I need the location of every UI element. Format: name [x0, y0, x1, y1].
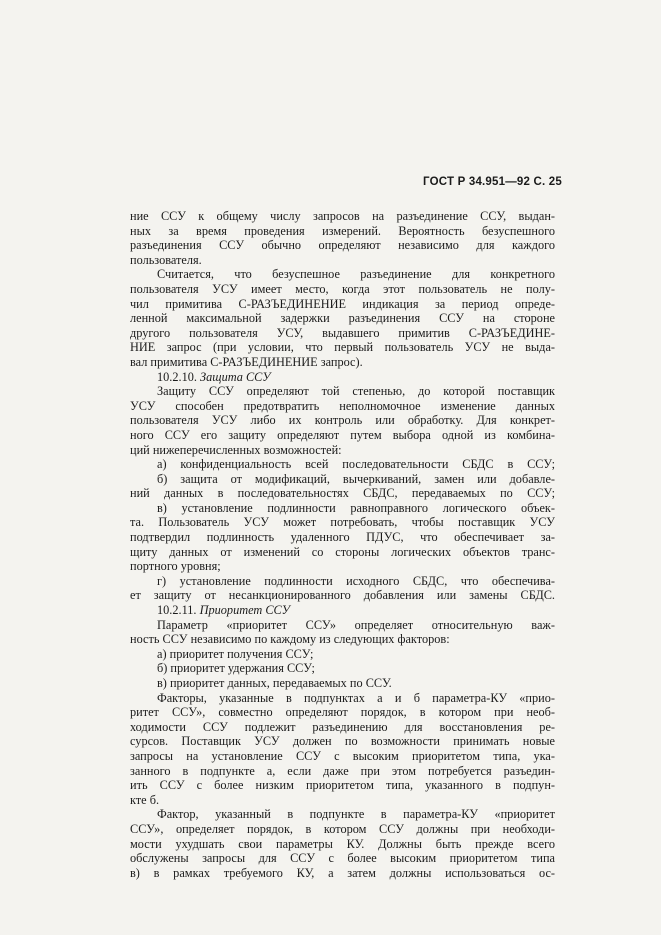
text-line: в) приоритет данных, передаваемых по ССУ.	[157, 676, 392, 690]
text-line: б) защита от модификаций, вычеркиваний, замен или добавле-	[157, 471, 555, 486]
text-line: Считается, что безуспешное разъединение для конкретного	[157, 267, 555, 282]
text-line: обслужены запросы для ССУ с более высоким приоритетом типа	[130, 851, 555, 866]
text-line: Факторы, указанные в подпунктах а и б параметра-КУ «прио-	[157, 690, 555, 705]
text-line: сурсов. Поставщик УСУ должен по возможности принимать новые	[130, 734, 555, 749]
text-line: Параметр «приоритет ССУ» определяет относительную важ-	[157, 617, 555, 632]
text-line: подтвердил подлинность удаленного ПДУС, что обеспечивает за-	[130, 530, 555, 545]
text-line: а) приоритет получения ССУ;	[157, 646, 314, 661]
text-line: чил примитива С-РАЗЪЕДИНЕНИЕ индикация за период опреде-	[130, 296, 555, 311]
text-line: разъединения ССУ обычно определяют независимо для каждого	[130, 238, 555, 253]
text-line: Фактор, указанный в подпункте в параметра-КУ «приоритет	[157, 807, 555, 822]
text-line: ходимости ССУ подлежит разъединению для восстановления ре-	[130, 719, 555, 734]
document-body	[130, 209, 555, 880]
text-line: ного ССУ его защиту определяют путем выбора одной из комбина-	[130, 427, 555, 442]
text-line: мости ухудшать свои параметры КУ. Должны быть прежде всего	[130, 836, 555, 851]
text-line: ССУ», определяет порядок, в котором ССУ должны при необходи-	[130, 821, 555, 836]
text-line: в) в рамках требуемого КУ, а затем должны использоваться ос-	[130, 865, 555, 880]
text-line: портного уровня;	[130, 559, 221, 574]
text-line: УСУ способен предотвратить неполномочное изменение данных	[130, 398, 555, 413]
text-line: Защиту ССУ определяют той степенью, до которой поставщик	[157, 384, 555, 399]
text-line: ных за время проведения измерений. Вероятность безуспешного	[130, 223, 555, 238]
text-line: ет защиту от несанкционированного добавления или замены СБДС.	[130, 588, 555, 603]
section-heading: 10.2.11. Приоритет ССУ	[157, 603, 290, 618]
text-line: пользователя.	[130, 252, 202, 267]
text-line: щиту данных от изменений со стороны логических объектов транс-	[130, 544, 555, 559]
text-line: НИЕ запрос (при условии, что первый пользователь УСУ не выда-	[130, 340, 555, 355]
text-line: занного в подпункте а, если даже при этом потребуется разъедин-	[130, 763, 555, 778]
text-line: ленной максимальной задержки разъединения ССУ на стороне	[130, 311, 555, 326]
text-line: пользователя УСУ имеет место, когда этот пользователь не полу-	[130, 281, 555, 296]
text-line: пользователя УСУ либо их контроль или обработку. Для конкрет-	[130, 413, 555, 428]
section-heading: 10.2.10. Защита ССУ	[157, 369, 271, 384]
page-header: ГОСТ Р 34.951—92 С. 25	[423, 176, 562, 188]
text-line: ритет ССУ», совместно определяют порядок, в котором при необ-	[130, 705, 555, 720]
text-line: ить ССУ с более низким приоритетом типа, указанного в подпун-	[130, 778, 555, 793]
text-line: а) конфиденциальность всей последовательности СБДС в ССУ;	[157, 457, 555, 472]
text-line: ние ССУ к общему числу запросов на разъединение ССУ, выдан-	[130, 209, 555, 223]
text-line: ций нижеперечисленных возможностей:	[130, 442, 342, 457]
text-line: кте б.	[130, 792, 160, 807]
text-line: другого пользователя УСУ, выдавшего примитив С-РАЗЪЕДИНЕ-	[130, 325, 555, 340]
text-line: вал примитива С-РАЗЪЕДИНЕНИЕ запрос).	[130, 354, 363, 369]
text-line: запросы на установление ССУ с высоким приоритетом типа, ука-	[130, 748, 555, 763]
text-line: ний данных в последовательностях СБДС, передаваемых по ССУ;	[130, 486, 555, 501]
text-line: б) приоритет удержания ССУ;	[157, 661, 315, 676]
text-line: ность ССУ независимо по каждому из следующих факторов:	[130, 632, 450, 647]
text-line: та. Пользователь УСУ может потребовать, чтобы поставщик УСУ	[130, 515, 555, 530]
text-line: в) установление подлинности равноправного логического объек-	[157, 500, 555, 515]
text-line: г) установление подлинности исходного СБДС, что обеспечива-	[157, 573, 555, 588]
